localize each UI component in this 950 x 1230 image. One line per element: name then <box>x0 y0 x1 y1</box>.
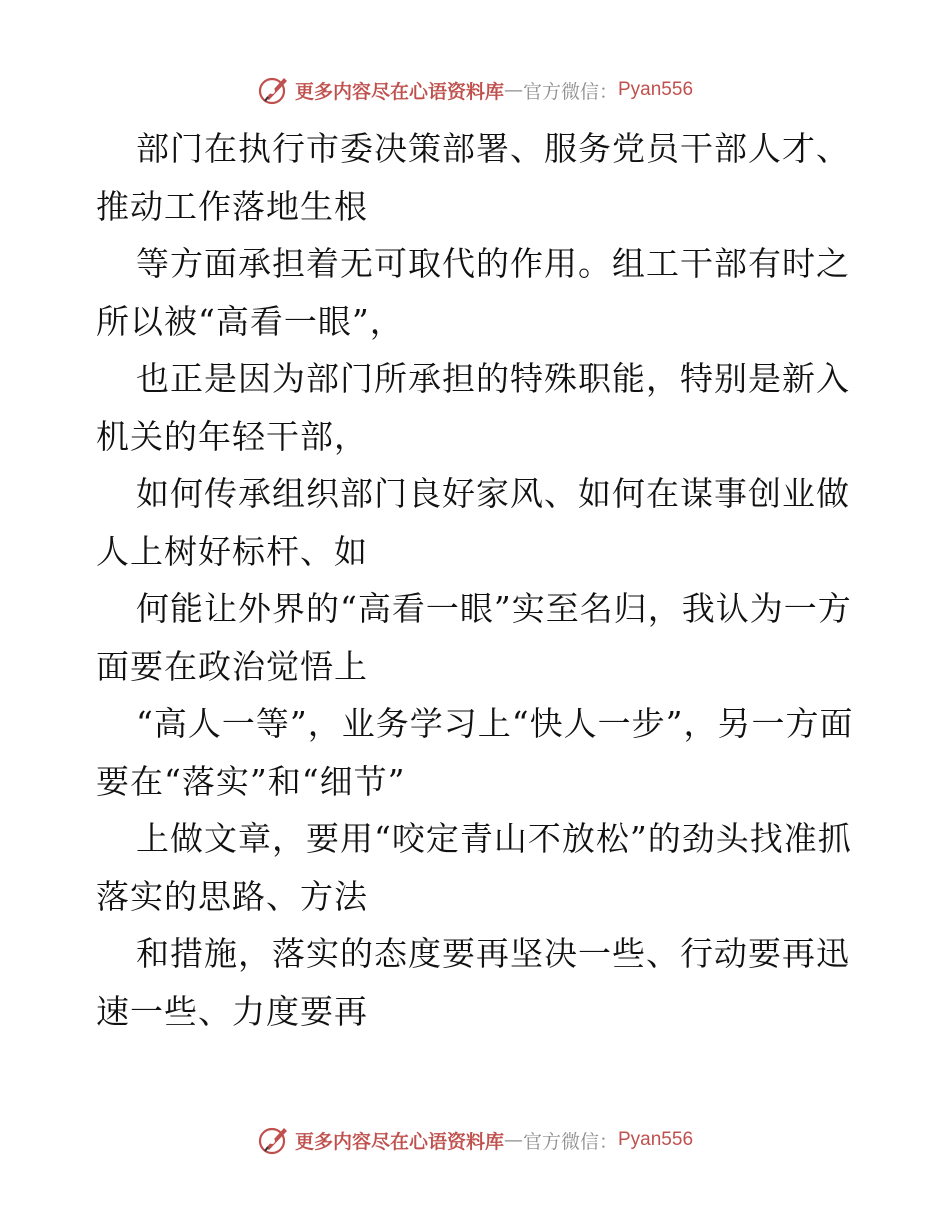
paragraph: “高人一等”，业务学习上“快人一步”，另一方面要在“落实”和“细节” <box>96 704 854 801</box>
footer-banner <box>0 1120 950 1160</box>
quill-pen-logo-icon <box>257 73 291 107</box>
document-body <box>96 120 856 1040</box>
paragraph: 部门在执行市委决策部署、服务党员干部人才、推动工作落地生根 <box>96 129 850 226</box>
header-promo-text: 更多内容尽在心语资料库 <box>294 80 504 103</box>
paragraph: 等方面承担着无可取代的作用。组工干部有时之所以被“高看一眼”， <box>96 244 850 341</box>
paragraph: 上做文章，要用“咬定青山不放松”的劲头找准抓落实的思路、方法 <box>96 819 852 916</box>
quill-pen-logo-icon <box>257 1123 291 1157</box>
paragraph: 也正是因为部门所承担的特殊职能，特别是新入机关的年轻干部， <box>96 359 850 456</box>
footer-dash: — <box>503 1129 523 1151</box>
header-wechat-label: 官方微信： <box>522 80 618 103</box>
header-dash: — <box>503 79 523 101</box>
paragraph: 如何传承组织部门良好家风、如何在谋事创业做人上树好标杆、如 <box>96 474 850 571</box>
header-banner <box>0 70 950 110</box>
footer-wechat-account: Pyan556 <box>618 1129 694 1150</box>
footer-wechat-label: 官方微信： <box>522 1130 618 1153</box>
paragraph: 和措施，落实的态度要再坚决一些、行动要再迅速一些、力度要再 <box>96 934 850 1031</box>
paragraph: 何能让外界的“高看一眼”实至名归，我认为一方面要在政治觉悟上 <box>96 589 852 686</box>
header-wechat-account: Pyan556 <box>618 79 694 100</box>
footer-promo-text: 更多内容尽在心语资料库 <box>294 1130 504 1153</box>
